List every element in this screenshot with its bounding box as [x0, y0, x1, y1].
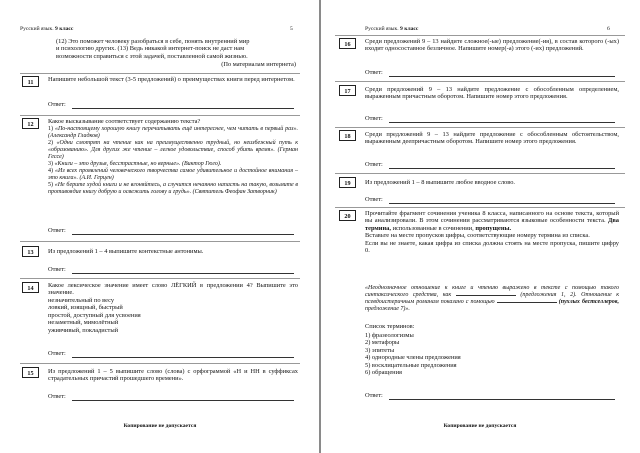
question-number-14: 14	[22, 282, 39, 293]
answer-line-15[interactable]	[72, 394, 294, 401]
separator	[20, 241, 300, 242]
essay-fragment: «Неоднозначное отношение к книге и чтению выражено в тексте с помощью такого синтаксического средства, как (предложения 1, 2). Отношение к псевдоистеричным романам показано с помощью (пухлых бестселлеров, предложение 7)».	[365, 285, 620, 312]
option-2: 2) «Одни смотрят на чтение как на преимущественно трудный, но неизбежный путь к «образованию». Для других же чтение – легкое удовольствие, способ убить время». (Герман Гессе)	[48, 140, 299, 160]
answer-line-12[interactable]	[72, 228, 294, 235]
option-5: 5) «Не берите худой книги и не вгоняйтесь, а случится нечаянно напасть на такую, возьмите в противоядие книгу добрую и освежить голову и грудь». (Святитель Феофан Затворник)	[48, 182, 298, 195]
question-number-20: 20	[339, 210, 356, 221]
footer-copy-notice: Копирование не допускается	[443, 423, 517, 429]
question-number-18: 18	[339, 130, 356, 141]
source-note: (По материалам интернета)	[221, 61, 296, 68]
page-header-right: Русский язык. 9 класс	[365, 26, 419, 32]
page-number-left: 5	[290, 26, 293, 32]
question-12-text: Какое высказывание соответствует содержанию текста?	[48, 118, 201, 125]
answer-label: Ответ:	[48, 266, 66, 273]
option-1: 1) «По-настоящему хорошую книгу перечитывать ещё интереснее, чем читать в первый раз». (Александр Гладков)	[48, 126, 299, 139]
answer-line-18[interactable]	[389, 162, 615, 169]
meaning-item: простой, доступный для усвоения	[48, 311, 141, 319]
meaning-item: незначительный по весу	[48, 297, 115, 304]
separator	[20, 278, 300, 279]
question-18-text: Среди предложений 9 – 13 найдите предложение с обособленным обстоятельством, выраженным деепричастным оборотом. Напишите номер этого предложения.	[365, 131, 619, 146]
separator	[335, 127, 625, 128]
intro-text: (12) Это поможет человеку разобраться в себе, понять внутренний мир и психологию других. (13) Ведь никакой интернет-поиск не даст нам возможности справиться с этой задачей, поставленной самой жизнью.	[56, 38, 250, 60]
answer-label: Ответ:	[48, 227, 66, 234]
answer-line-16[interactable]	[389, 70, 615, 77]
meaning-item: уживчивый, покладистый	[48, 326, 119, 334]
answer-line-11[interactable]	[72, 102, 294, 109]
right-page	[321, 0, 640, 453]
question-20-text: Прочитайте фрагмент сочинения ученика 8 класса, написанного на основе текста, который вы анализировали. В этом сочинении рассматриваются языковые особенности текста. Два термина, использованные в сочинении, пропущены. Вставьте на месте пропусков цифры, соответствующие номеру термина из списка. Если вы не знаете, какая цифра из списка должна стоять на месте пропуска, пишите цифру 0.	[365, 210, 619, 255]
question-number-12: 12	[22, 118, 39, 129]
question-12-options	[48, 126, 298, 203]
question-number-13: 13	[22, 246, 39, 257]
answer-label: Ответ:	[365, 69, 383, 76]
answer-line-19[interactable]	[389, 197, 615, 204]
separator	[335, 35, 625, 36]
separator	[335, 207, 625, 208]
answer-label: Ответ:	[48, 393, 66, 400]
question-15-text: Из предложений 1 – 5 выпишите слово (слова) с орфограммой «Н и НН в суффиксах страдательных причастий прошедшего времени».	[48, 368, 298, 383]
term-item: 2) метафоры	[365, 339, 400, 347]
term-item: 1) фразеологизмы	[365, 332, 414, 339]
question-19-text: Из предложений 1 – 8 выпишите любое вводное слово.	[365, 179, 515, 186]
terms-title: Список терминов:	[365, 323, 415, 330]
question-number-11: 11	[22, 76, 39, 87]
term-item: 4) однородные члены предложения	[365, 354, 461, 362]
left-page	[0, 0, 319, 453]
page-number-right: 6	[607, 26, 610, 32]
separator	[20, 73, 300, 74]
separator	[20, 115, 300, 116]
answer-line-13[interactable]	[72, 267, 294, 274]
term-item: 6) обращения	[365, 369, 402, 377]
page-header-left: Русский язык. 9 класс	[20, 26, 74, 32]
answer-label: Ответ:	[48, 350, 66, 357]
question-number-17: 17	[339, 85, 356, 96]
answer-line-20[interactable]	[389, 393, 615, 400]
answer-label: Ответ:	[365, 196, 383, 203]
question-number-16: 16	[339, 38, 356, 49]
answer-label: Ответ:	[365, 115, 383, 122]
meaning-item: незаметный, мимолётный	[48, 319, 119, 327]
answer-line-14[interactable]	[72, 351, 294, 358]
answer-label: Ответ:	[365, 392, 383, 399]
question-16-text: Среди предложений 9 – 13 найдите сложное(-ые) предложение(-ия), в состав которого (-ых) входит односоставное безличное. Напишите номер(-а) этого (-их) предложений.	[365, 38, 619, 53]
blank-2[interactable]	[497, 302, 557, 303]
term-item: 5) восклицательные предложения	[365, 361, 457, 369]
question-number-15: 15	[22, 367, 39, 378]
terms-list	[365, 332, 615, 376]
answer-label: Ответ:	[365, 161, 383, 168]
meaning-list	[48, 297, 298, 334]
question-13-text: Из предложений 1 – 4 выпишите контекстные антонимы.	[48, 248, 204, 255]
separator	[335, 81, 625, 82]
blank-1[interactable]	[456, 295, 516, 296]
option-3: 3) «Книги – это друзья, бесстрастные, но верные». (Виктор Гюго).	[48, 161, 222, 167]
question-11-text: Напишите небольшой текст (3-5 предложений) о преимуществах книги перед интернетом.	[48, 76, 295, 83]
option-4: 4) «Из всех проявлений человеческого творчества самое удивительное и достойное внимания – это книга». (А.И. Герцен)	[48, 168, 298, 181]
question-number-19: 19	[339, 177, 356, 188]
separator	[20, 363, 300, 364]
meaning-item: ловкий, изящный, быстрый	[48, 304, 123, 312]
separator	[335, 173, 625, 174]
footer-copy-notice: Копирование не допускается	[123, 423, 197, 429]
answer-line-17[interactable]	[389, 116, 615, 123]
answer-label: Ответ:	[48, 101, 66, 108]
question-14-text: Какое лексическое значение имеет слово ЛЁГКИЙ в предложении 4? Выпишите это значение.	[48, 282, 298, 297]
term-item: 3) эпитеты	[365, 346, 395, 354]
question-17-text: Среди предложений 9 – 13 найдите предложение с обособленным определением, выраженным причастным оборотом. Напишите номер этого предложения.	[365, 86, 619, 101]
